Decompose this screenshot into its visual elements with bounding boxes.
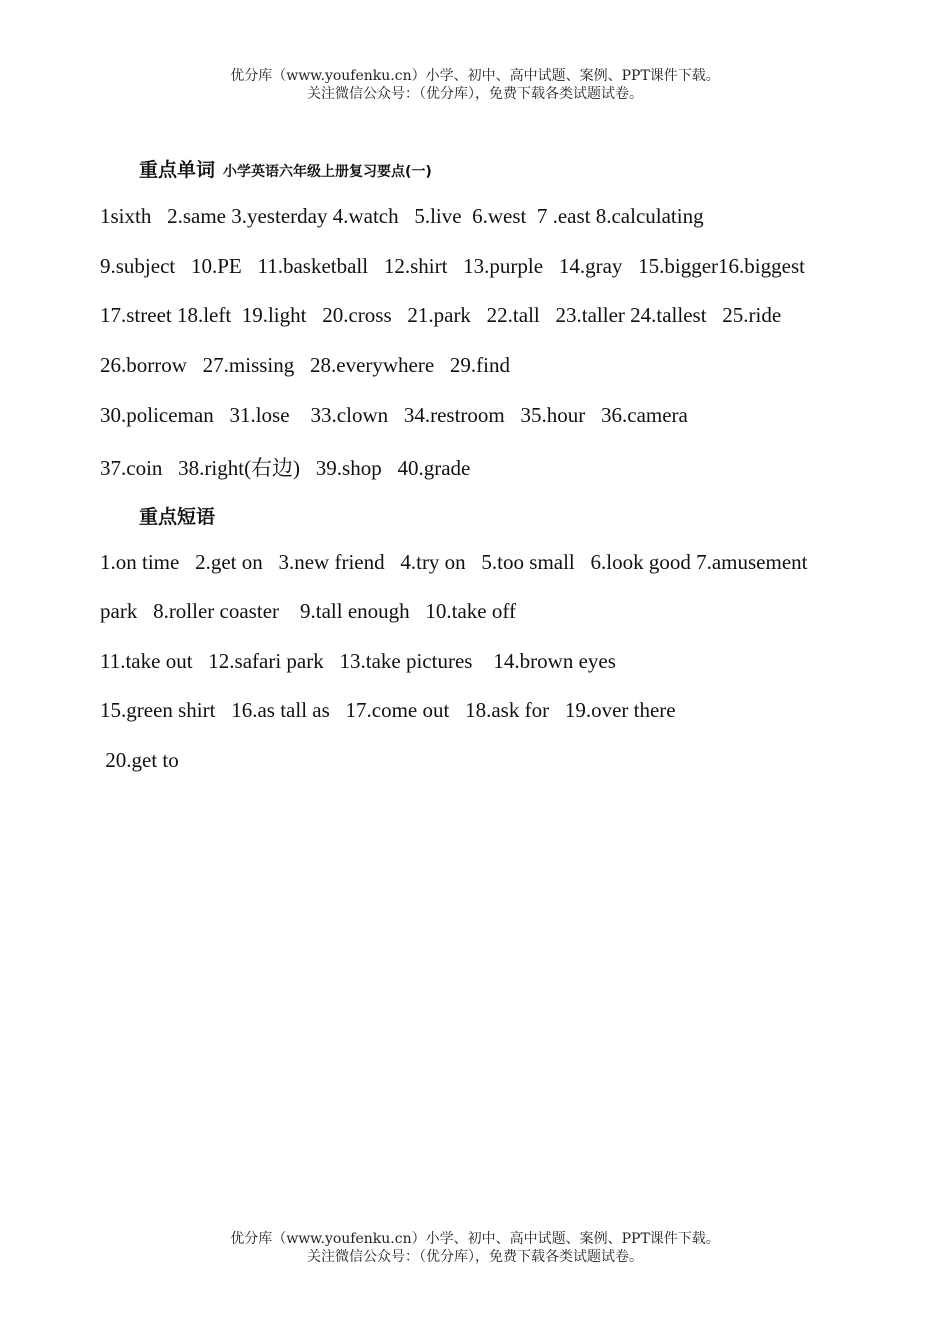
vocab-line-5: 30.policeman 31.lose 33.clown 34.restroom 35.hour 36.camera bbox=[100, 403, 688, 427]
vocab-line-4: 26.borrow 27.missing 28.everywhere 29.find bbox=[100, 353, 511, 377]
phrase-line-5: 20.get to bbox=[100, 748, 179, 772]
footer-line-2: 关注微信公众号：（优分库），免费下载各类试题试卷。 bbox=[307, 1249, 643, 1265]
header-line-2: 关注微信公众号：（优分库），免费下载各类试题试卷。 bbox=[307, 86, 643, 102]
vocab-line-6: 37.coin 38.right(右边) 39.shop 40.grade bbox=[100, 456, 471, 480]
header-line-1: 优分库（www.youfenku.cn）小学、初中、高中试题、案例、PPT课件下载。 bbox=[230, 68, 720, 84]
phrase-line-4: 15.green shirt 16.as tall as 17.come out 18.ask for 19.over there bbox=[100, 698, 676, 722]
vocab-line-2: 9.subject 10.PE 11.basketball 12.shirt 13.purple 14.gray 15.bigger16.biggest bbox=[100, 254, 805, 278]
vocab-line-1: 1sixth 2.same 3.yesterday 4.watch 5.live 6.west 7 .east 8.calculating bbox=[100, 204, 704, 228]
vocab-title: 重点单词 bbox=[139, 159, 216, 181]
vocab-section-title bbox=[139, 155, 432, 182]
phrase-line-2: park 8.roller coaster 9.tall enough 10.take off bbox=[100, 599, 516, 623]
phrase-line-1: 1.on time 2.get on 3.new friend 4.try on 5.too small 6.look good 7.amusement bbox=[100, 550, 808, 574]
footer-line-1: 优分库（www.youfenku.cn）小学、初中、高中试题、案例、PPT课件下载。 bbox=[230, 1231, 720, 1247]
vocab-subtitle: 小学英语六年级上册复习要点(一) bbox=[223, 164, 432, 180]
phrase-section-title: 重点短语 bbox=[139, 506, 216, 528]
vocab-line-3: 17.street 18.left 19.light 20.cross 21.park 22.tall 23.taller 24.tallest 25.ride bbox=[100, 303, 782, 327]
phrase-line-3: 11.take out 12.safari park 13.take pictures 14.brown eyes bbox=[100, 649, 616, 673]
page-footer bbox=[0, 1230, 950, 1266]
page-header bbox=[0, 67, 950, 103]
